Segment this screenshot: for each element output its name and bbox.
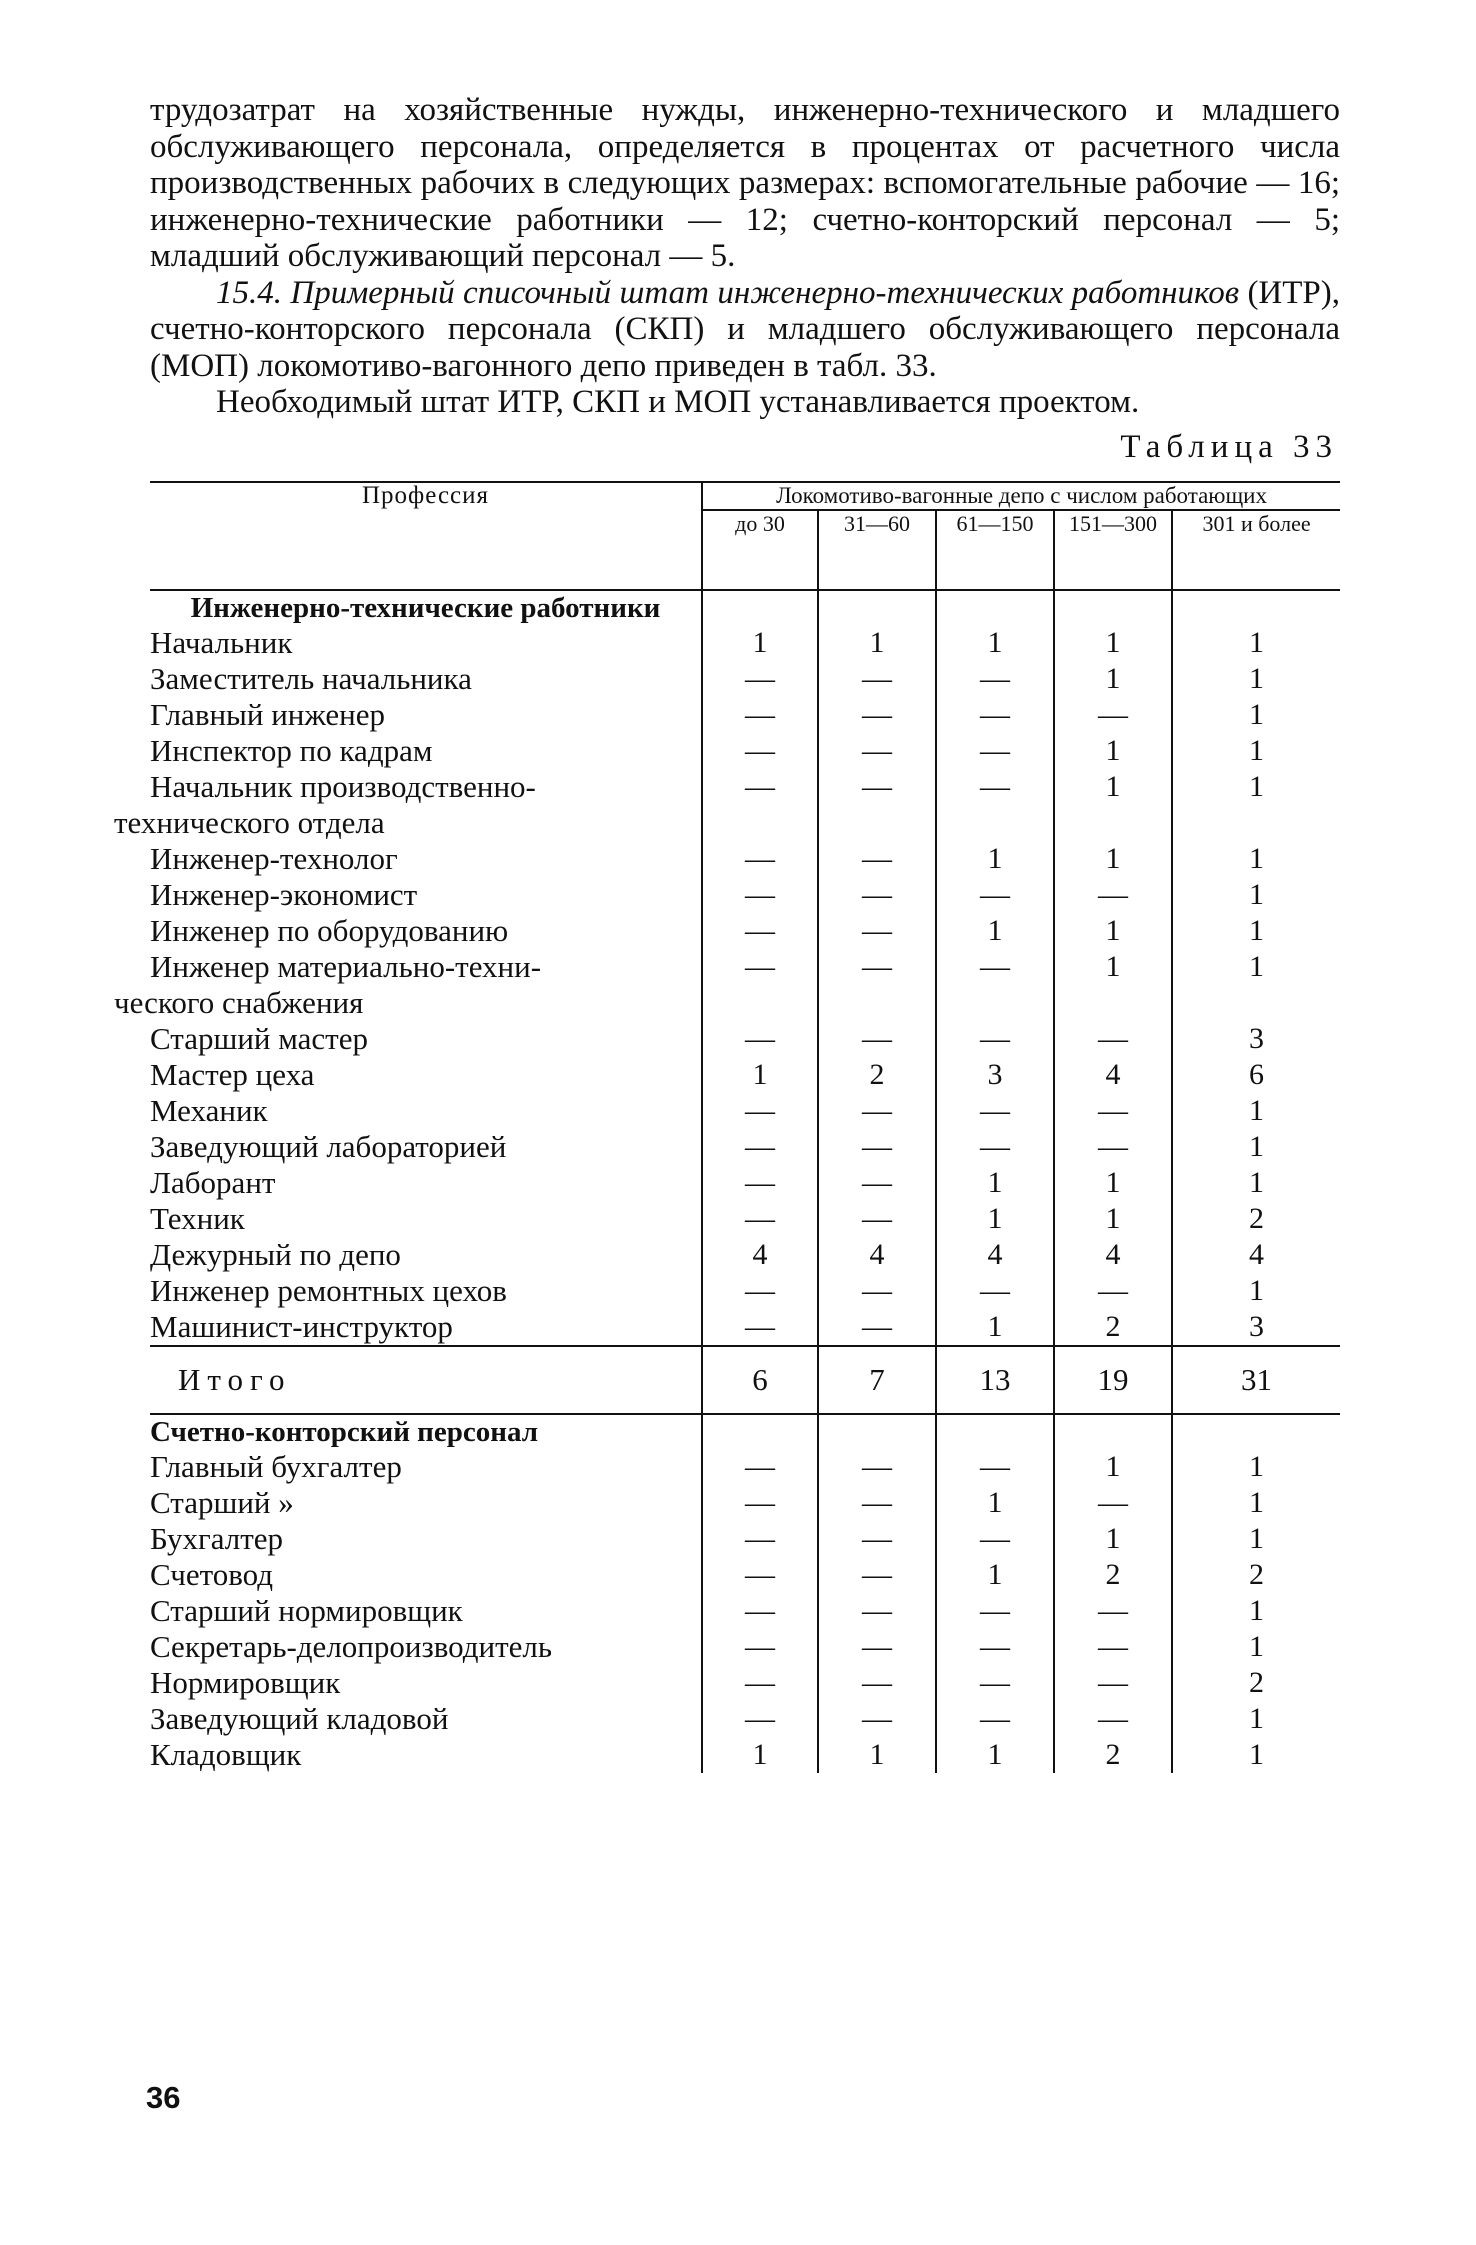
row-value: — <box>818 1449 936 1485</box>
row-value: 2 <box>1054 1737 1172 1773</box>
row-value: — <box>1054 1485 1172 1521</box>
row-value: — <box>702 1485 818 1521</box>
row-value: 3 <box>1172 1309 1340 1346</box>
row-profession-text: Инженер-экономист <box>150 876 418 912</box>
row-profession-continuation: ческого снабжения <box>114 984 364 1020</box>
row-profession <box>150 1737 702 1773</box>
row-value: 1 <box>936 1737 1054 1773</box>
row-value: 1 <box>702 1737 818 1773</box>
row-profession-text: Старший » <box>150 1484 294 1520</box>
row-profession-text: Начальник производственно- <box>150 768 536 804</box>
row-value: — <box>818 1273 936 1309</box>
section-title-skp: Счетно-конторский персонал <box>150 1415 538 1448</box>
table-caption: Таблица 33 <box>1120 428 1338 465</box>
row-value: — <box>1054 1701 1172 1737</box>
row-value: — <box>702 1201 818 1237</box>
row-profession <box>150 1701 702 1737</box>
row-value: 4 <box>818 1237 936 1273</box>
table-row <box>150 625 1340 661</box>
row-profession <box>150 1021 702 1057</box>
row-value: — <box>702 1129 818 1165</box>
total-value: 31 <box>1172 1346 1340 1414</box>
table-row <box>150 1557 1340 1593</box>
table-row <box>150 1665 1340 1701</box>
page-content <box>114 92 1341 1773</box>
staff-table <box>114 481 1340 1773</box>
paragraph-2-rest: (ИТР), счетно-конторского персонала (СКП) и младшего обслуживающего персонала (МОП) локомотиво-вагонного депо приведен в табл. 33. <box>150 274 1341 384</box>
row-value: — <box>936 733 1054 769</box>
row-profession <box>150 1309 702 1346</box>
row-profession-text: Лаборант <box>150 1164 276 1200</box>
row-profession-text: Кладовщик <box>150 1736 302 1772</box>
row-value: — <box>936 877 1054 913</box>
paragraph-3: Необходимый штат ИТР, СКП и МОП устанавливается проектом. <box>216 384 1140 420</box>
row-value: — <box>936 1021 1054 1057</box>
row-value: 1 <box>1172 877 1340 913</box>
row-value: 1 <box>1054 841 1172 877</box>
row-profession-text: Старший нормировщик <box>150 1592 463 1628</box>
row-value: — <box>936 1629 1054 1665</box>
row-value: — <box>1054 1093 1172 1129</box>
row-value: — <box>702 733 818 769</box>
row-profession <box>150 1557 702 1593</box>
row-profession <box>150 841 702 877</box>
row-value: 1 <box>1172 1485 1340 1521</box>
row-value: — <box>818 661 936 697</box>
paragraph-2 <box>150 275 1340 385</box>
row-profession-continuation: технического отдела <box>114 804 385 840</box>
row-value: — <box>818 877 936 913</box>
row-profession <box>150 1485 702 1521</box>
row-value: 1 <box>818 1737 936 1773</box>
row-value: — <box>936 1449 1054 1485</box>
header-profession: Профессия <box>150 482 702 590</box>
row-value: 2 <box>818 1057 936 1093</box>
row-profession <box>150 661 702 697</box>
row-value: 1 <box>1054 769 1172 841</box>
row-value: 1 <box>1172 949 1340 1021</box>
row-value: — <box>936 1593 1054 1629</box>
table-row <box>150 1129 1340 1165</box>
row-value: — <box>1054 1593 1172 1629</box>
row-profession-text: Инспектор по кадрам <box>150 732 433 768</box>
row-value: 1 <box>818 625 936 661</box>
row-value: 3 <box>1172 1021 1340 1057</box>
row-value: — <box>818 1521 936 1557</box>
table-row <box>150 1521 1340 1557</box>
row-value: 1 <box>1172 769 1340 841</box>
row-value: — <box>936 1665 1054 1701</box>
table-row <box>150 1093 1340 1129</box>
row-profession <box>150 1237 702 1273</box>
row-profession-text: Нормировщик <box>150 1664 341 1700</box>
row-profession <box>150 697 702 733</box>
section-title-itr: Инженерно-технические работники <box>190 591 661 624</box>
row-value: 1 <box>1172 1273 1340 1309</box>
row-value: — <box>702 1309 818 1346</box>
row-value: — <box>702 841 818 877</box>
row-value: 2 <box>1054 1309 1172 1346</box>
row-value: — <box>818 1593 936 1629</box>
row-value: — <box>818 1129 936 1165</box>
row-profession-text: Бухгалтер <box>150 1520 284 1556</box>
row-value: — <box>818 913 936 949</box>
row-value: 1 <box>1172 1449 1340 1485</box>
header-group: Локомотиво-вагонные депо с числом работающих <box>702 482 1340 510</box>
row-value: — <box>1054 1629 1172 1665</box>
row-profession-text: Заведующий кладовой <box>150 1700 449 1736</box>
row-profession-text: Инженер материально-техни- <box>150 948 542 984</box>
table-row <box>150 733 1340 769</box>
row-value: 1 <box>1172 733 1340 769</box>
row-value: — <box>702 1093 818 1129</box>
table-row <box>150 697 1340 733</box>
row-value: 1 <box>1172 1521 1340 1557</box>
row-profession-text: Дежурный по депо <box>150 1236 401 1272</box>
row-profession <box>150 1593 702 1629</box>
row-profession-text: Механик <box>150 1092 268 1128</box>
row-value: — <box>702 1449 818 1485</box>
row-value: — <box>936 1129 1054 1165</box>
header-col-1: до 30 <box>702 510 818 590</box>
row-value: 1 <box>936 841 1054 877</box>
row-value: 1 <box>936 1309 1054 1346</box>
table-row <box>150 1701 1340 1737</box>
row-value: — <box>702 1701 818 1737</box>
row-value: 1 <box>1054 1165 1172 1201</box>
row-value: 1 <box>1054 1201 1172 1237</box>
row-profession-text: Заведующий лабораторией <box>150 1128 507 1164</box>
row-value: 4 <box>936 1237 1054 1273</box>
row-value: 1 <box>936 1557 1054 1593</box>
total-value: 6 <box>702 1346 818 1414</box>
row-value: — <box>818 1093 936 1129</box>
row-value: — <box>936 949 1054 1021</box>
row-profession-text: Главный инженер <box>150 696 386 732</box>
row-value: 1 <box>936 1165 1054 1201</box>
row-value: 1 <box>702 625 818 661</box>
row-value: 1 <box>1172 661 1340 697</box>
row-value: 1 <box>1172 1701 1340 1737</box>
row-profession-text: Главный бухгалтер <box>150 1448 402 1484</box>
row-profession <box>150 625 702 661</box>
paragraph-number: 15.4. <box>216 274 282 311</box>
row-value: 2 <box>1172 1201 1340 1237</box>
row-profession <box>150 1629 702 1665</box>
row-profession-text: Инженер ремонтных цехов <box>150 1272 507 1308</box>
header-col-2: 31—60 <box>818 510 936 590</box>
row-profession <box>114 768 702 841</box>
row-profession <box>150 1057 702 1093</box>
row-value: 1 <box>1054 949 1172 1021</box>
row-value: 1 <box>1054 733 1172 769</box>
row-value: 1 <box>1172 841 1340 877</box>
row-value: — <box>818 1201 936 1237</box>
row-value: — <box>702 769 818 841</box>
row-value: — <box>702 1557 818 1593</box>
row-value: — <box>702 877 818 913</box>
row-value: 1 <box>1054 1449 1172 1485</box>
table-row <box>150 1629 1340 1665</box>
row-value: 1 <box>1172 625 1340 661</box>
table-row <box>150 1485 1340 1521</box>
row-value: — <box>936 1701 1054 1737</box>
table-row <box>150 949 1340 1021</box>
row-profession <box>150 913 702 949</box>
row-value: 1 <box>936 1485 1054 1521</box>
row-profession-text: Счетовод <box>150 1556 274 1592</box>
table-row <box>150 913 1340 949</box>
row-value: — <box>702 1665 818 1701</box>
row-profession <box>150 1129 702 1165</box>
row-profession-text: Машинист-инструктор <box>150 1308 453 1344</box>
row-value: — <box>936 697 1054 733</box>
row-value: 1 <box>702 1057 818 1093</box>
row-value: — <box>818 1309 936 1346</box>
row-value: — <box>702 1273 818 1309</box>
paragraph-1: трудозатрат на хозяйственные нужды, инженерно-технического и младшего обслуживающего персонала, определяется в процентах от расчетного числа производственных рабочих в следующих размерах: вспомогательные рабочие — 16; инженерно-технические работники — 12; счетно-конторский персонал — 5; младший обслуживающий персонал — 5. <box>150 92 1340 274</box>
row-value: — <box>818 1165 936 1201</box>
table-row <box>150 1021 1340 1057</box>
total-label: Итого <box>150 1346 702 1414</box>
row-value: — <box>702 661 818 697</box>
row-profession <box>150 1665 702 1701</box>
row-value: 1 <box>1172 1093 1340 1129</box>
row-value: 4 <box>1054 1237 1172 1273</box>
row-profession-text: Техник <box>150 1200 245 1236</box>
table-row <box>150 1273 1340 1309</box>
row-value: — <box>818 697 936 733</box>
row-value: — <box>702 1021 818 1057</box>
row-value: 1 <box>1172 913 1340 949</box>
row-value: — <box>702 1593 818 1629</box>
table-row <box>150 841 1340 877</box>
row-profession-text: Старший мастер <box>150 1020 368 1056</box>
row-profession-text: Заместитель начальника <box>150 660 472 696</box>
row-value: 1 <box>936 625 1054 661</box>
row-value: — <box>818 1557 936 1593</box>
row-value: — <box>1054 1665 1172 1701</box>
row-value: — <box>702 1165 818 1201</box>
row-value: 4 <box>702 1237 818 1273</box>
row-value: — <box>1054 1273 1172 1309</box>
total-value: 19 <box>1054 1346 1172 1414</box>
row-value: 1 <box>936 1201 1054 1237</box>
row-value: — <box>1054 877 1172 913</box>
row-value: — <box>1054 697 1172 733</box>
row-value: — <box>818 841 936 877</box>
row-value: 1 <box>1054 1521 1172 1557</box>
row-profession-text: Инженер-технолог <box>150 840 398 876</box>
header-col-4: 151—300 <box>1054 510 1172 590</box>
row-value: 1 <box>1172 697 1340 733</box>
row-value: 4 <box>1054 1057 1172 1093</box>
row-value: — <box>936 661 1054 697</box>
row-value: — <box>818 1629 936 1665</box>
header-col-3: 61—150 <box>936 510 1054 590</box>
total-value: 7 <box>818 1346 936 1414</box>
row-value: 1 <box>1054 661 1172 697</box>
row-value: 1 <box>1172 1165 1340 1201</box>
table-row <box>150 1201 1340 1237</box>
row-value: 1 <box>1054 913 1172 949</box>
row-profession <box>150 1201 702 1237</box>
row-profession-text: Мастер цеха <box>150 1056 315 1092</box>
row-value: 2 <box>1172 1557 1340 1593</box>
row-profession <box>150 733 702 769</box>
table-row <box>150 1309 1340 1346</box>
row-profession <box>150 877 702 913</box>
table-row <box>150 1449 1340 1485</box>
row-value: 6 <box>1172 1057 1340 1093</box>
row-value: — <box>702 949 818 1021</box>
row-value: — <box>818 1665 936 1701</box>
row-value: 4 <box>1172 1237 1340 1273</box>
row-value: 1 <box>1172 1593 1340 1629</box>
row-value: — <box>702 1521 818 1557</box>
table-row <box>150 1593 1340 1629</box>
row-profession <box>150 1449 702 1485</box>
row-profession <box>114 948 702 1021</box>
row-value: — <box>818 949 936 1021</box>
row-value: 1 <box>1172 1737 1340 1773</box>
table-row <box>150 877 1340 913</box>
row-profession <box>150 1273 702 1309</box>
row-value: 1 <box>1054 625 1172 661</box>
row-profession <box>150 1093 702 1129</box>
row-value: — <box>818 1021 936 1057</box>
row-value: — <box>1054 1021 1172 1057</box>
row-profession-text: Секретарь-делопроизводитель <box>150 1628 553 1664</box>
table-row <box>150 1737 1340 1773</box>
total-row <box>150 1346 1340 1414</box>
table-row <box>150 1165 1340 1201</box>
row-value: 2 <box>1054 1557 1172 1593</box>
total-value: 13 <box>936 1346 1054 1414</box>
row-value: — <box>702 1629 818 1665</box>
row-profession-text: Инженер по оборудованию <box>150 912 509 948</box>
row-value: — <box>1054 1129 1172 1165</box>
table-row <box>150 1237 1340 1273</box>
table-row <box>150 1057 1340 1093</box>
row-value: 1 <box>1172 1129 1340 1165</box>
header-col-5: 301 и более <box>1172 510 1340 590</box>
row-value: 1 <box>936 913 1054 949</box>
row-value: 2 <box>1172 1665 1340 1701</box>
row-value: 3 <box>936 1057 1054 1093</box>
paragraph-2-italic: Примерный списочный штат инженерно-технических работников <box>290 274 1240 311</box>
table-row <box>150 661 1340 697</box>
row-value: — <box>818 769 936 841</box>
row-value: — <box>818 1485 936 1521</box>
row-value: — <box>936 1273 1054 1309</box>
row-profession <box>150 1165 702 1201</box>
row-value: 1 <box>1172 1629 1340 1665</box>
row-value: — <box>818 1701 936 1737</box>
row-value: — <box>818 733 936 769</box>
page-number: 36 <box>146 2080 181 2115</box>
row-profession-text: Начальник <box>150 624 293 660</box>
row-value: — <box>702 913 818 949</box>
row-value: — <box>702 697 818 733</box>
row-profession <box>150 1521 702 1557</box>
row-value: — <box>936 1521 1054 1557</box>
row-value: — <box>936 769 1054 841</box>
table-row <box>150 769 1340 841</box>
row-value: — <box>936 1093 1054 1129</box>
